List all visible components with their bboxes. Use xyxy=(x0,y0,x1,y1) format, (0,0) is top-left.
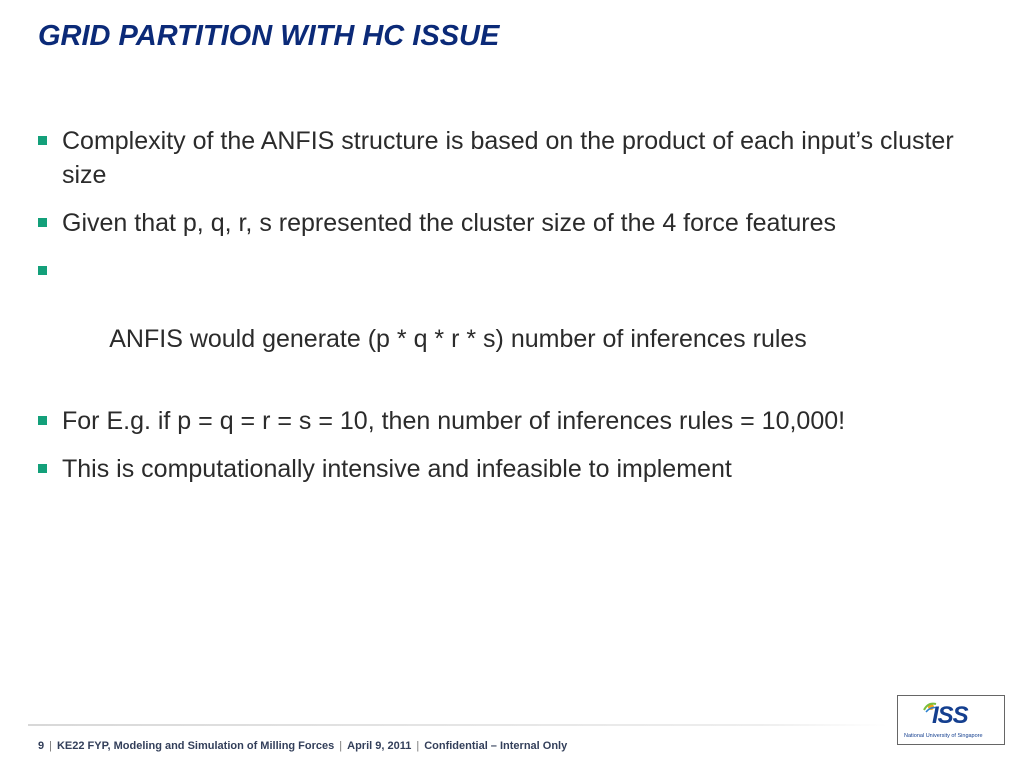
bullet-text: Complexity of the ANFIS structure is based on the product of each input’s cluster size xyxy=(62,127,954,189)
footer-confidentiality: Confidential – Internal Only xyxy=(424,740,568,752)
square-bullet-icon xyxy=(38,416,47,425)
footer-separator: | xyxy=(339,740,343,752)
footer-divider xyxy=(28,724,888,726)
logo-subtitle: National University of Singapore xyxy=(904,733,983,739)
square-bullet-icon xyxy=(38,218,47,227)
bullet-text: ANFIS would generate (p * q * r * s) number of inferences rules xyxy=(103,325,807,353)
footer-separator: | xyxy=(416,740,420,752)
bullet-list xyxy=(38,124,998,500)
footer-separator: | xyxy=(49,740,52,752)
slide-title: GRID PARTITION WITH HC ISSUE xyxy=(38,20,500,52)
logo-text: ISS xyxy=(932,702,968,729)
bullet-item xyxy=(38,206,998,240)
footer-date: April 9, 2011 xyxy=(347,740,412,752)
bullet-item xyxy=(38,254,998,390)
footer xyxy=(38,740,567,752)
iss-logo xyxy=(897,695,1005,745)
footer-project: KE22 FYP, Modeling and Simulation of Milling Forces xyxy=(56,740,335,752)
square-bullet-icon xyxy=(38,464,47,473)
bullet-item xyxy=(38,404,998,438)
bullet-text: For E.g. if p = q = r = s = 10, then number of inferences rules = 10,000! xyxy=(62,407,846,435)
page-number: 9 xyxy=(38,740,45,752)
bullet-text: Given that p, q, r, s represented the cluster size of the 4 force features xyxy=(62,209,837,237)
bullet-item xyxy=(38,452,998,486)
square-bullet-icon xyxy=(38,136,47,145)
square-bullet-icon xyxy=(38,266,47,275)
bullet-item xyxy=(38,124,998,192)
bullet-text: This is computationally intensive and infeasible to implement xyxy=(62,455,732,483)
